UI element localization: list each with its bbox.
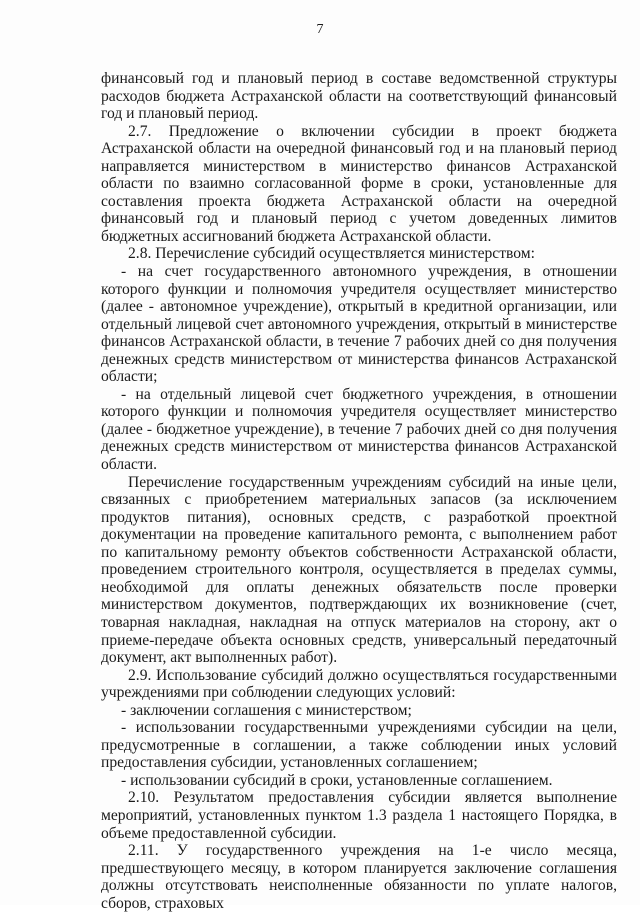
paragraph-transfer-other-purposes: Перечисление государственным учреждениям субсидий на иные цели, связанных с приобретением материальных запасов (за исключением продуктов питания), основных средств, с разработкой проектной документации на проведение капитального ремонта, с выполнением работ по капитальному ремонту объектов собственности Астраханской области, проведением строительного контроля, осуществляется в пределах суммы, необходимой для оплаты денежных обязательств после проверки министерством документов, подтверждающих их возникновение (счет, товарная накладная, накладная на отпуск материалов на сторону, акт о приеме-передаче объекта основных средств, универсальный передаточный документ, акт выполненных работ). — [101, 473, 617, 667]
document-body — [101, 70, 617, 912]
paragraph-2-9: 2.9. Использование субсидий должно осуществляться государственными учреждениями при соблюдении следующих условий: — [101, 666, 617, 702]
paragraph-2-9-condition-2: - использовании государственными учреждениями субсидии на цели, предусмотренные в соглашении, а также соблюдении иных условий предоставления субсидии, установленных соглашением; — [101, 719, 617, 772]
paragraph-2-10: 2.10. Результатом предоставления субсидии является выполнение мероприятий, установленных пунктом 1.3 раздела 1 настоящего Порядка, в объеме предоставленной субсидии. — [101, 789, 617, 842]
paragraph-2-8-autonomous: - на счет государственного автономного учреждения, в отношении которого функции и полномочия учредителя осуществляет министерство (далее - автономное учреждение), открытый в кредитной организации, или отдельный лицевой счет автономного учреждения, открытый в министерстве финансов Астраханской области, в течение 7 рабочих дней со дня получения денежных средств министерством от министерства финансов Астраханской области; — [101, 263, 617, 386]
paragraph-2-8-budget: - на отдельный лицевой счет бюджетного учреждения, в отношении которого функции и полномочия учредителя осуществляет министерство (далее - бюджетное учреждение), в течение 7 рабочих дней со дня получения денежных средств министерством от министерства финансов Астраханской области. — [101, 385, 617, 474]
paragraph-2-11: 2.11. У государственного учреждения на 1-е число месяца, предшествующего месяцу, в котором планируется заключение соглашения должны отсутствовать неисполненные обязанности по уплате налогов, сборов, страховых — [101, 842, 617, 912]
paragraph-2-9-condition-1: - заключении соглашения с министерством; — [121, 701, 412, 719]
paragraph-2-7: 2.7. Предложение о включении субсидии в проект бюджета Астраханской области на очередной финансовый год и на плановый период направляется министерством в министерство финансов Астраханской области по взаимно согласованной форме в сроки, установленные для составления проекта бюджета Астраханской области на очередной финансовый год и плановый период с учетом доведенных лимитов бюджетных ассигнований бюджета Астраханской области. — [101, 122, 617, 245]
page-number: 7 — [316, 22, 324, 37]
paragraph-2-9-condition-3: - использовании субсидий в сроки, установленные соглашением. — [121, 771, 553, 789]
paragraph-2-8: 2.8. Перечисление субсидий осуществляется министерством: — [128, 245, 535, 263]
paragraph-continuation: финансовый год и плановый период в составе ведомственной структуры расходов бюджета Астраханской области на соответствующий финансовый год и плановый период. — [101, 70, 617, 123]
